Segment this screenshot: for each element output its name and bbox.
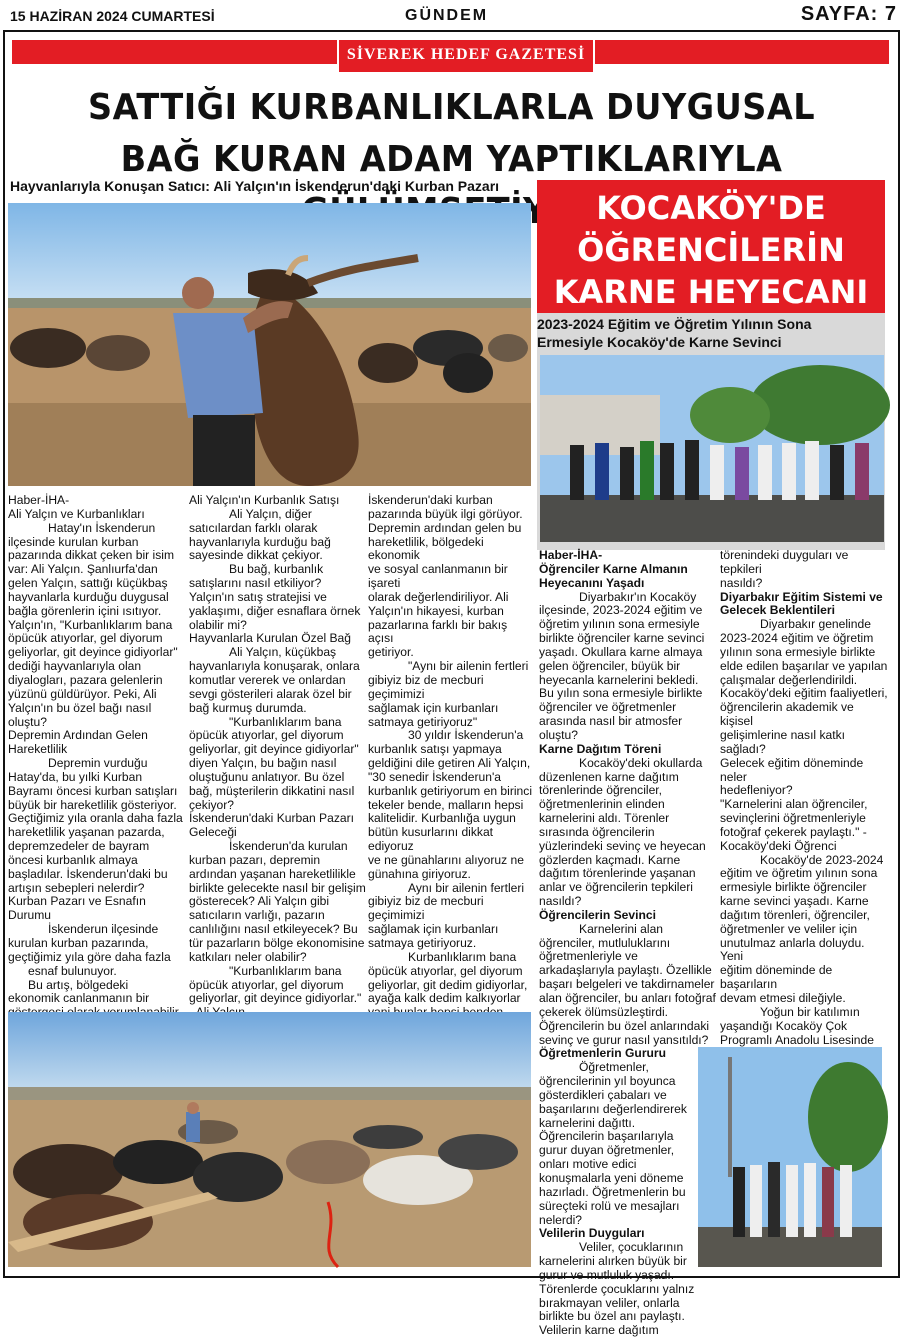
article-subheading: Velilerin Duyguları bbox=[539, 1226, 645, 1241]
article-text: "Karnelerini alan öğrenciler, bbox=[720, 797, 868, 812]
byline: Haber-İHA- bbox=[8, 493, 70, 507]
article-text: hedefleniyor? bbox=[720, 783, 793, 798]
article-text: pazarında büyük ilgi görüyor. bbox=[368, 506, 523, 521]
left-article-subheading: Hayvanlarıyla Konuşan Satıcı: Ali Yalçın'ın İskenderun'daki Kurban Pazarı bbox=[10, 178, 500, 194]
article-text: çekerek ölümsüzleştirdi. bbox=[539, 1004, 669, 1019]
article-text: tekeler bende, malların hepsi bbox=[368, 797, 524, 812]
article-text: arasında nasıl bir atmosfer bbox=[539, 714, 683, 729]
article-text: gözlerden kaçmadı. Karne bbox=[539, 852, 681, 867]
article-text: Ali Yalçın, küçükbaş bbox=[229, 645, 337, 660]
article-text: yılının sona ermesiyle birlikte bbox=[720, 644, 876, 659]
article-text: gibiyiz biz de mecburi geçimimizi bbox=[368, 672, 484, 701]
article-text: Karnelerini alan bbox=[579, 921, 664, 936]
article-text: oluştuğunu anlatıyor. Bu özel bbox=[189, 769, 345, 784]
students-small-illustration bbox=[698, 1047, 882, 1267]
section-name: GÜNDEM bbox=[405, 7, 489, 24]
article-text: başarı belgeleri ve takdirnameler bbox=[539, 977, 715, 992]
article-text: kalitelidir. Kurbanlığa uygun bbox=[368, 811, 516, 826]
right-title-line-1: KOCAKÖY'DE bbox=[596, 189, 826, 227]
article-text: gelişimlerine nasıl katkı sağladı? bbox=[720, 727, 846, 756]
goat-seller-illustration bbox=[8, 203, 531, 486]
article-text: hayvanlarıyla kurduğu bağ bbox=[189, 534, 331, 549]
article-text: fotoğraf çekerek paylaştı." - bbox=[720, 824, 867, 839]
students-small-photo bbox=[698, 1047, 882, 1267]
article-text: canlılığını nasıl etkileyecek? Bu bbox=[189, 922, 358, 937]
article-text: Kocaköy'deki Öğrenci bbox=[720, 838, 837, 853]
article-text: dağıtım törenleri, öğrenciler, bbox=[720, 907, 870, 922]
article-text: olabilir mi? bbox=[189, 617, 247, 632]
article-text: Öğrencilerin bu özel anlarındaki bbox=[539, 1018, 710, 1033]
article-text: Yalçın'ın hikayesi, kurban bbox=[368, 603, 504, 618]
article-text: Öğrencilerin başarılarıyla bbox=[539, 1129, 674, 1144]
article-subheading: Ali Yalçın ve Kurbanlıkları bbox=[8, 506, 145, 521]
article-text: öğretim yılının sona ermesiyle bbox=[539, 617, 700, 632]
article-text: gurur ve mutluluk yaşadı. bbox=[539, 1267, 675, 1282]
article-text: kurulan kurban pazarında, bbox=[8, 936, 149, 950]
article-text: dediği hayvanlarıyla olan bbox=[8, 659, 142, 674]
article-text: hayvanlarıyla konuşarak, onlara bbox=[189, 659, 360, 674]
article-text: yüzlerindeki sevinç ve heyecan bbox=[539, 838, 706, 853]
article-text: Yalçın'ın satış stratejisi ve bbox=[189, 589, 327, 604]
article-text: nasıldı? bbox=[720, 575, 763, 590]
article-text: elde edilen başarılar ve yapılan bbox=[720, 658, 888, 673]
article-text: ermesiyle birlikte öğrenciler bbox=[720, 880, 867, 895]
article-text: tür pazarların bölge ekonomisine bbox=[189, 936, 365, 950]
students-group-photo bbox=[540, 355, 884, 542]
article-text: ardından yaşanan hareketlilikle bbox=[189, 866, 356, 881]
article-text: esnaf bulunuyor. bbox=[28, 963, 117, 978]
right-title-line-3: KARNE HEYECANI bbox=[553, 273, 869, 311]
article-text: yüzünü güldürüyor. Peki, Ali bbox=[8, 686, 157, 701]
article-text: unutulmaz anlarla doluydu. Yeni bbox=[720, 935, 865, 964]
right-title-line-2: ÖĞRENCİLERİN bbox=[577, 231, 845, 269]
article-text: satıcıların varlığı, pazarın bbox=[189, 908, 325, 923]
article-text: satışlarını nasıl etkiliyor? bbox=[189, 576, 322, 591]
article-text: "Kurbanlıklarım bana bbox=[229, 714, 342, 729]
article-text: çekiyor? bbox=[189, 797, 235, 812]
article-text: nasıldı? bbox=[539, 894, 582, 909]
article-text: birlikte bu özel anı paylaştı. bbox=[539, 1309, 685, 1324]
right-article-column-1 bbox=[539, 549, 719, 1338]
right-subheading-line-2: Ermesiyle Kocaköy'de Karne Sevinci bbox=[537, 334, 782, 350]
article-text: bütün kusurlarını dikkat ediyoruz bbox=[368, 825, 494, 854]
article-text: öğrencilerin akademik ve kişisel bbox=[720, 700, 854, 729]
article-text: gibiyiz biz de mecburi geçimimizi bbox=[368, 894, 484, 923]
article-text: sayesinde dikkat çekiyor. bbox=[189, 548, 323, 563]
article-text: oluştu? bbox=[8, 714, 47, 729]
article-text: geldiğini dile getiren Ali Yalçın, bbox=[368, 756, 531, 771]
goat-seller-photo bbox=[8, 203, 531, 486]
article-subheading: Öğrencilerin Sevinci bbox=[539, 907, 656, 922]
article-text: pazarlarına farklı bir bakış açısı bbox=[368, 617, 508, 646]
article-text: Yalçın'ın bu özel bağı nasıl bbox=[8, 700, 152, 715]
article-text: Törenlerde çocuklarını yalnız bbox=[539, 1281, 695, 1296]
article-text: Ali Yalçın, diğer bbox=[229, 506, 312, 521]
article-text: kurban pazarı, depremin bbox=[189, 852, 321, 867]
article-text: Velilerin karne dağıtım bbox=[539, 1323, 659, 1338]
article-text: olarak değerlendiriliyor. Ali bbox=[368, 589, 509, 604]
article-text: süreçteki rolü ve mesajları bbox=[539, 1198, 680, 1213]
article-text: törenindeki duyguları ve tepkileri bbox=[720, 548, 849, 576]
article-text: Kocaköy'de 2023-2024 bbox=[760, 852, 884, 867]
article-text: hareketlilik yaşanan pazarda, bbox=[8, 825, 165, 840]
article-text: ayağa kalk dedim kalkıyorlar bbox=[368, 991, 521, 1006]
article-subheading: Geleceği bbox=[189, 825, 237, 840]
article-text: katkıları neler olabilir? bbox=[189, 949, 307, 964]
article-text: bağla görenlerin içini ısıtıyor. bbox=[8, 603, 162, 618]
right-subheading-line-1: 2023-2024 Eğitim ve Öğretim Yılının Sona bbox=[537, 316, 812, 332]
article-text: eğitim ve öğretim yılının sona bbox=[720, 866, 878, 881]
article-text: sevgi gösterileri alarak özel bir bbox=[189, 686, 352, 701]
article-text: karnelerini aldı. Törenler bbox=[539, 811, 670, 826]
article-text: satmaya getiriyoruz. bbox=[368, 936, 477, 950]
article-subheading: İskenderun'daki Kurban Pazarı bbox=[189, 811, 355, 826]
left-article-column-2 bbox=[189, 494, 367, 1048]
article-text: "Aynı bir ailenin fertleri bbox=[408, 659, 529, 674]
headline-line-1: SATTIĞI KURBANLIKLARLA DUYGUSAL bbox=[87, 87, 815, 128]
article-text: karnelerini alırken büyük bir bbox=[539, 1254, 687, 1269]
article-text: diyen Yalçın, bu bağın nasıl bbox=[189, 756, 337, 771]
article-text: hayvanlarla kurduğu duygusal bbox=[8, 589, 169, 604]
headline-line-2: BAĞ KURAN ADAM YAPTIKLARIYLA bbox=[120, 139, 783, 180]
article-text: hazırladı. Öğretmenlerin bu bbox=[539, 1184, 686, 1199]
article-text: gelen Yalçın, sattığı küçükbaş bbox=[8, 576, 168, 591]
article-subheading: Heyecanını Yaşadı bbox=[539, 575, 645, 590]
page-header bbox=[0, 0, 903, 30]
article-text: çalışmalar değerlendirildi. bbox=[720, 672, 858, 687]
article-text: Gelecek eğitim döneminde neler bbox=[720, 755, 864, 784]
goat-herd-photo bbox=[8, 1012, 531, 1267]
right-article-subheading bbox=[537, 315, 885, 351]
article-text: günahına giriyoruz. bbox=[368, 866, 471, 881]
article-text: karne sevinci yaşadı. Karne bbox=[720, 894, 869, 909]
masthead-banner bbox=[12, 40, 889, 64]
article-text: konuşmalarla yeni döneme bbox=[539, 1170, 684, 1185]
article-text: öpücük atıyorlar, gel diyorum bbox=[368, 963, 523, 978]
article-text: var: Ali Yalçın. Şanlıurfa'dan bbox=[8, 562, 158, 577]
article-text: yaklaşımı, diğer esnaflara örnek bbox=[189, 603, 361, 618]
article-text: komutlar vererek ve onlardan bbox=[189, 672, 346, 687]
article-text: Hatay'ın İskenderun bbox=[48, 520, 156, 535]
article-text: geliyorlar, git deyince gidiyorlar" bbox=[8, 645, 178, 660]
article-text: pazarında dikkat çeken bir isim bbox=[8, 548, 175, 563]
article-text: törenlerinde öğrenciler, bbox=[539, 783, 663, 798]
article-text: başarılarını değerlendirerek bbox=[539, 1101, 687, 1116]
article-text: satmaya getiriyoruz" bbox=[368, 714, 478, 729]
article-text: ilçesinde, 2023-2024 eğitim ve bbox=[539, 603, 703, 618]
article-text: Yalçın'ın, "Kurbanlıklarım bana bbox=[8, 617, 173, 632]
article-text: heyecanla karnelerini bekledi. bbox=[539, 672, 699, 687]
article-text: Öğretmenler, bbox=[579, 1060, 649, 1075]
article-text: başladılar. İskenderun'daki bu bbox=[8, 866, 168, 881]
article-text: getiriyor. bbox=[368, 645, 414, 660]
article-text: öpücük atıyorlar, gel diyorum bbox=[8, 631, 163, 646]
article-text: öğrenciler ve öğretmenler bbox=[539, 700, 677, 715]
article-text: diyalogları, pazara gelenlerin bbox=[8, 672, 163, 687]
students-group-illustration bbox=[540, 355, 884, 542]
article-text: öğretmenleriyle ve bbox=[539, 949, 638, 964]
article-text: sevinçlerini öğretmenleriyle bbox=[720, 811, 866, 826]
article-subheading: Hareketlilik bbox=[8, 742, 68, 757]
article-text: gelen öğrenciler, büyük bir bbox=[539, 658, 681, 673]
article-text: Kocaköy'deki eğitim faaliyetleri, bbox=[720, 686, 888, 701]
goat-herd-illustration bbox=[8, 1012, 531, 1267]
article-subheading: Diyarbakır Eğitim Sistemi ve bbox=[720, 589, 883, 604]
page-number: SAYFA: 7 bbox=[800, 3, 897, 25]
article-text: bağ, müşterilerin dikkatini nasıl bbox=[189, 783, 355, 798]
article-text: dağıtım törenlerinde yaşanan bbox=[539, 866, 696, 881]
article-text: öğretmenler ve veliler için bbox=[720, 921, 858, 936]
article-text: İskenderun ilçesinde bbox=[48, 922, 159, 937]
article-subheading: Öğretmenlerin Gururu bbox=[539, 1046, 667, 1061]
article-text: gösterecek? Ali Yalçın gibi bbox=[189, 894, 330, 909]
article-text: geliyorlar, git deyince gidiyorlar." bbox=[189, 991, 362, 1006]
article-text: Diyarbakır'ın Kocaköy bbox=[579, 589, 697, 604]
article-text: Aynı bir ailenin fertleri bbox=[408, 880, 525, 895]
article-text: geliyorlar, git dedim gidiyorlar, bbox=[368, 977, 528, 992]
article-text: depremzedeler de bayram bbox=[8, 839, 150, 854]
article-text: eğitim döneminde de başarıların bbox=[720, 963, 833, 992]
article-text: sağlamak için kurbanları bbox=[368, 700, 499, 715]
article-text: sevinç ve gurur nasıl yansıtıldı? bbox=[539, 1032, 709, 1047]
article-text: kurbanlık getiriyorum en birinci bbox=[368, 783, 533, 798]
article-text: Yoğun bir katılımın bbox=[760, 1004, 860, 1019]
masthead-tab bbox=[337, 40, 595, 74]
article-text: 30 yıldır İskenderun'a bbox=[408, 728, 524, 743]
left-article-column-1 bbox=[8, 494, 183, 1048]
article-text: bırakmayan veliler, onlarla bbox=[539, 1295, 680, 1310]
article-text: yaşandığı Kocaköy Çok bbox=[720, 1018, 848, 1033]
article-text: sağlamak için kurbanları bbox=[368, 922, 499, 937]
article-text: ilçesinde kurulan kurban bbox=[8, 534, 139, 549]
article-text: artışın sebepleri nelerdir? bbox=[8, 880, 145, 895]
article-text: düzenlenen karne dağıtım bbox=[539, 769, 679, 784]
article-text: sırasında öğrencilerin bbox=[539, 824, 655, 839]
article-text: arkadaşlarıyla paylaştı. Özellikle bbox=[539, 963, 712, 978]
article-text: onları motive edici bbox=[539, 1157, 637, 1172]
article-text: nelerdi? bbox=[539, 1212, 583, 1227]
article-text: birlikte gelecekte nasıl bir gelişim bbox=[189, 880, 366, 895]
article-text: geçtiğimiz yıla göre daha fazla bbox=[8, 949, 171, 964]
byline: Haber-İHA- bbox=[539, 548, 603, 562]
article-text: Bu bağ, kurbanlık bbox=[229, 562, 324, 577]
article-text: Geçtiğimiz yıla oranla daha fazla bbox=[8, 811, 183, 826]
article-text: hareketlilik, bölgedeki ekonomik bbox=[368, 534, 484, 563]
article-text: geliyorlar, git deyince gidiyorlar" bbox=[189, 742, 359, 757]
article-subheading: Gelecek Beklentileri bbox=[720, 603, 835, 618]
article-text: alan öğrenciler, bu anları fotoğraf bbox=[539, 991, 716, 1005]
article-text: Bayramı öncesi kurban satışları bbox=[8, 783, 178, 798]
article-text: "30 senedir İskenderun'a bbox=[368, 769, 502, 784]
article-subheading: Öğrenciler Karne Almanın bbox=[539, 561, 688, 576]
article-text: öpücük atıyorlar, gel diyorum bbox=[189, 977, 344, 992]
article-subheading: Depremin Ardından Gelen bbox=[8, 728, 148, 743]
article-text: yaşadı. Okullara karne almaya bbox=[539, 644, 703, 659]
article-text: birlikte öğrenciler karne sevinci bbox=[539, 631, 705, 646]
article-text: büyük bir hareketlilik gösteriyor. bbox=[8, 797, 177, 812]
article-text: öğrenciler, mutluluklarını bbox=[539, 935, 671, 950]
article-text: öğretmenlerinin elinden bbox=[539, 797, 665, 812]
article-text: kurbanlık satışı yapmaya bbox=[368, 742, 502, 757]
article-text: Bu artış, bölgedeki bbox=[28, 977, 129, 992]
article-text: Programlı Anadolu Lisesinde bbox=[720, 1032, 874, 1047]
article-text: öpücük atıyorlar, gel diyorum bbox=[189, 728, 344, 743]
article-text: Veliler, çocuklarının bbox=[579, 1240, 684, 1255]
article-text: gurur duyan öğretmenler, bbox=[539, 1143, 675, 1158]
article-subheading: Ali Yalçın'ın Kurbanlık Satışı bbox=[189, 493, 340, 507]
article-text: ekonomik canlanmanın bir bbox=[8, 991, 150, 1006]
right-article-title-box bbox=[537, 180, 885, 313]
article-text: 2023-2024 eğitim ve öğretim bbox=[720, 631, 874, 646]
article-text: "Kurbanlıklarım bana bbox=[229, 963, 342, 978]
article-text: Depremin ardından gelen bu bbox=[368, 520, 522, 535]
article-text: öncesi kurbanlık almaya bbox=[8, 852, 138, 867]
article-text: Bu yılın sona ermesiyle birlikte bbox=[539, 686, 703, 701]
article-text: Kocaköy'deki okullarda bbox=[579, 755, 703, 770]
article-text: Depremin vurduğu bbox=[48, 756, 148, 771]
article-text: ve ne günahlarını alıyoruz ne bbox=[368, 852, 524, 867]
article-subheading: Durumu bbox=[8, 908, 52, 923]
article-text: anlar ve öğrencilerin tepkileri bbox=[539, 880, 693, 895]
article-text: gösterdikleri çabaları ve bbox=[539, 1087, 667, 1102]
article-text: ve sosyal canlanmanın bir işareti bbox=[368, 562, 508, 591]
article-text: Diyarbakır genelinde bbox=[760, 617, 871, 632]
article-subheading: Hayvanlarla Kurulan Özel Bağ bbox=[189, 631, 352, 646]
article-text: devam etmesi dileğiyle. bbox=[720, 991, 846, 1005]
issue-date: 15 HAZİRAN 2024 CUMARTESİ bbox=[10, 8, 215, 24]
article-subheading: Karne Dağıtım Töreni bbox=[539, 741, 662, 756]
article-subheading: Kurban Pazarı ve Esnafın bbox=[8, 894, 146, 909]
article-text: öğrencilerinin yıl boyunca bbox=[539, 1074, 676, 1089]
article-text: satıcılardan farklı olarak bbox=[189, 520, 318, 535]
newspaper-name: SİVEREK HEDEF GAZETESİ bbox=[346, 46, 586, 63]
article-text: bağ kurmuş durumda. bbox=[189, 700, 307, 715]
article-text: karnelerini dağıttı. bbox=[539, 1115, 636, 1130]
article-text: İskenderun'daki kurban bbox=[368, 493, 493, 507]
article-text: oluştu? bbox=[539, 727, 578, 742]
article-text: Hatay'da, bu yılki Kurban bbox=[8, 769, 143, 784]
article-text: İskenderun'da kurulan bbox=[229, 839, 348, 854]
article-text: Kurbanlıklarım bana bbox=[408, 949, 517, 964]
